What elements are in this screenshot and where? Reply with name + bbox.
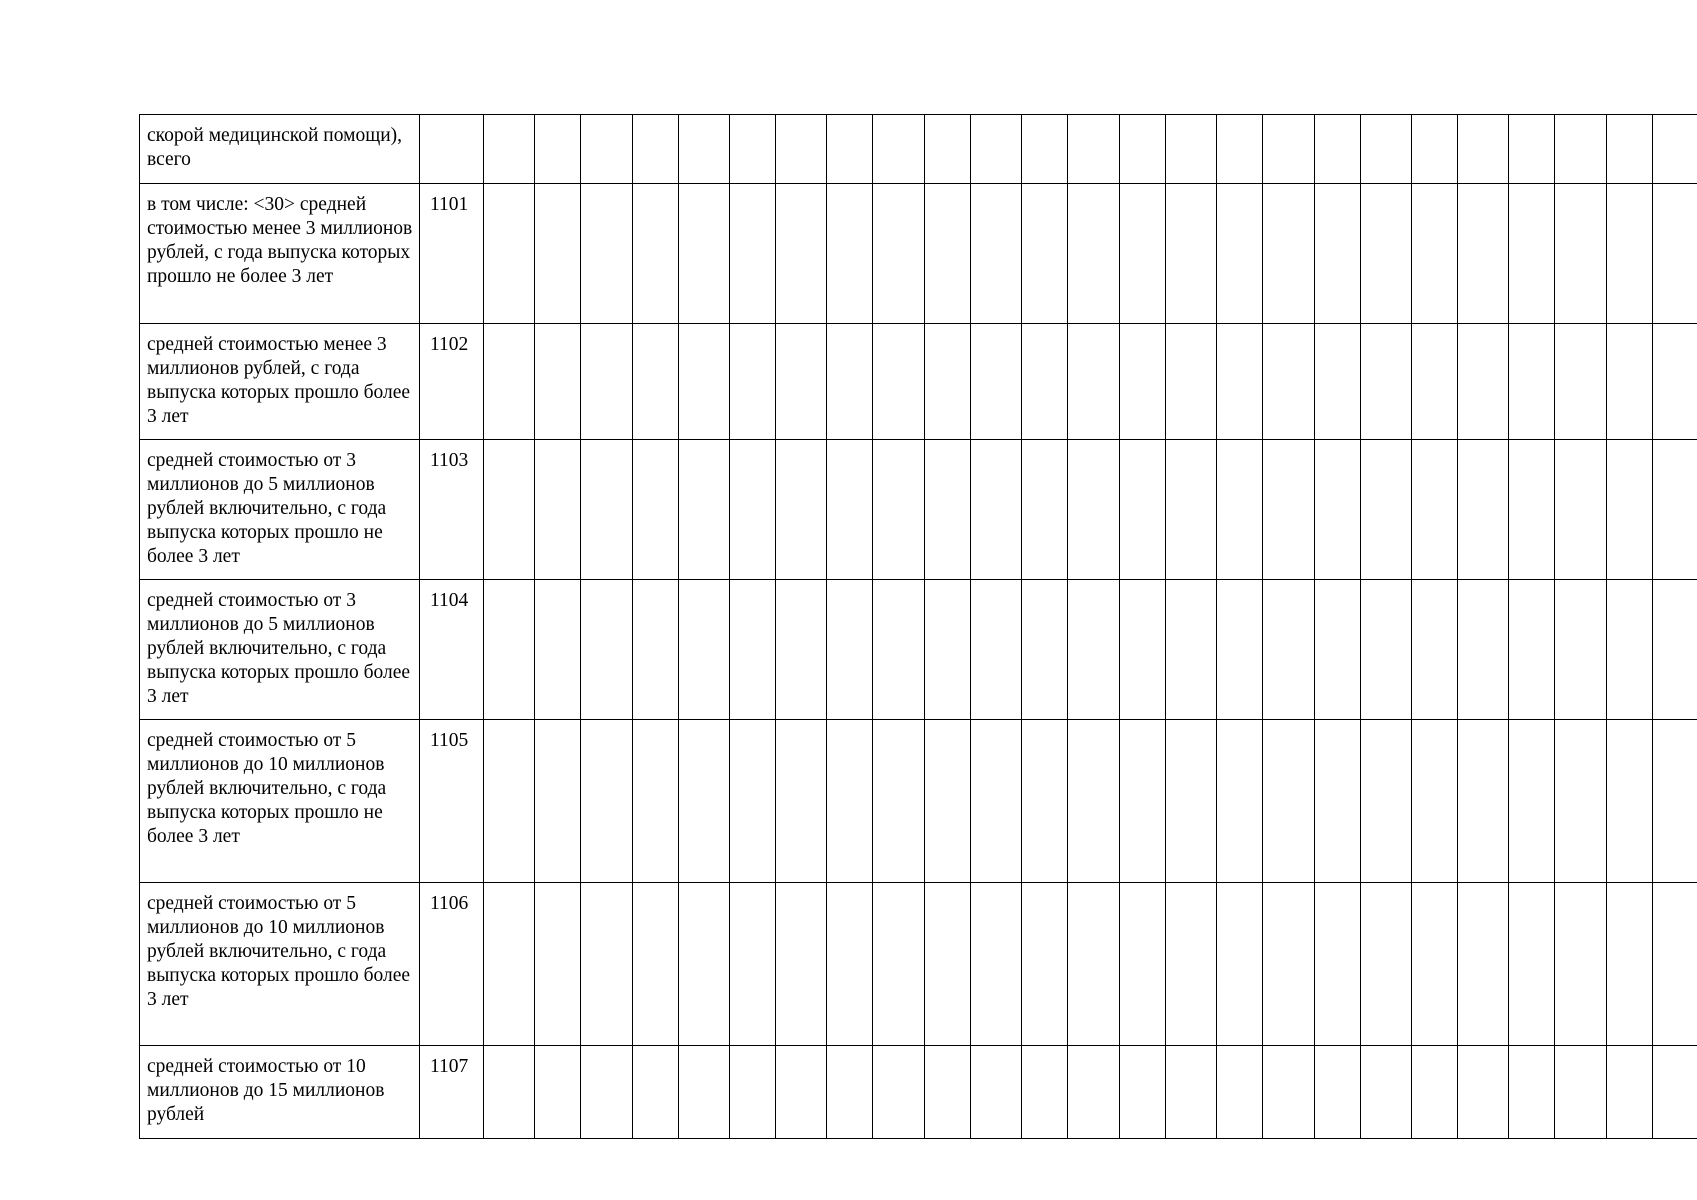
row-description-cell: средней стоимостью от 3 миллионов до 5 миллионов рублей включительно, с года выпуска которых прошло не более 3 лет: [140, 440, 420, 580]
value-cell[interactable]: [1361, 115, 1412, 184]
value-cell[interactable]: [1412, 324, 1458, 440]
value-cell[interactable]: [1315, 440, 1361, 580]
value-cell[interactable]: [1166, 883, 1217, 1046]
value-cell[interactable]: [971, 184, 1022, 324]
table-row: [140, 580, 1697, 720]
value-cell[interactable]: [1068, 720, 1120, 883]
value-cell[interactable]: [971, 324, 1022, 440]
value-cell[interactable]: [1022, 720, 1068, 883]
row-description-cell: скорой медицинской помощи), всего: [140, 115, 420, 184]
value-cell[interactable]: [1361, 720, 1412, 883]
row-code-cell: 1106: [420, 883, 484, 1046]
value-cell[interactable]: [827, 720, 873, 883]
value-cell[interactable]: [1217, 580, 1263, 720]
value-cell[interactable]: [873, 324, 925, 440]
value-cell[interactable]: [1263, 184, 1315, 324]
value-cell[interactable]: [1022, 1046, 1068, 1139]
value-cell[interactable]: [1263, 720, 1315, 883]
value-cell[interactable]: [1068, 440, 1120, 580]
value-cell[interactable]: [925, 184, 971, 324]
value-cell[interactable]: [1458, 440, 1509, 580]
value-cell[interactable]: [1022, 440, 1068, 580]
value-cell[interactable]: [971, 883, 1022, 1046]
value-cell[interactable]: [1166, 324, 1217, 440]
row-description-cell: средней стоимостью от 5 миллионов до 10 миллионов рублей включительно, с года выпуска которых прошло более 3 лет: [140, 883, 420, 1046]
value-cell[interactable]: [1412, 115, 1458, 184]
value-cell[interactable]: [633, 440, 679, 580]
value-cell[interactable]: [1607, 1046, 1653, 1139]
value-cell[interactable]: [679, 580, 730, 720]
value-cell[interactable]: [776, 580, 827, 720]
value-cell[interactable]: [581, 184, 633, 324]
table-row: [140, 324, 1697, 440]
value-cell[interactable]: [535, 883, 581, 1046]
value-cell[interactable]: [679, 184, 730, 324]
value-cell[interactable]: [535, 184, 581, 324]
value-cell[interactable]: [1315, 580, 1361, 720]
statistics-form-table: [139, 114, 1697, 1139]
value-cell[interactable]: [1120, 720, 1166, 883]
value-cell[interactable]: [776, 115, 827, 184]
value-cell[interactable]: [1412, 184, 1458, 324]
value-cell[interactable]: [581, 1046, 633, 1139]
value-cell[interactable]: [827, 883, 873, 1046]
value-cell[interactable]: [1653, 580, 1697, 720]
value-cell[interactable]: [925, 720, 971, 883]
value-cell[interactable]: [1120, 440, 1166, 580]
value-cell[interactable]: [535, 720, 581, 883]
value-cell[interactable]: [484, 1046, 535, 1139]
value-cell[interactable]: [1315, 883, 1361, 1046]
row-code-cell: 1101: [420, 184, 484, 324]
value-cell[interactable]: [484, 324, 535, 440]
value-cell[interactable]: [1555, 1046, 1607, 1139]
value-cell[interactable]: [1607, 883, 1653, 1046]
value-cell[interactable]: [1458, 115, 1509, 184]
value-cell[interactable]: [633, 720, 679, 883]
value-cell[interactable]: [827, 115, 873, 184]
value-cell[interactable]: [484, 883, 535, 1046]
value-cell[interactable]: [1361, 324, 1412, 440]
value-cell[interactable]: [633, 184, 679, 324]
row-description-cell: средней стоимостью от 3 миллионов до 5 миллионов рублей включительно, с года выпуска которых прошло более 3 лет: [140, 580, 420, 720]
value-cell[interactable]: [971, 580, 1022, 720]
value-cell[interactable]: [1361, 580, 1412, 720]
value-cell[interactable]: [1217, 324, 1263, 440]
value-cell[interactable]: [1068, 324, 1120, 440]
value-cell[interactable]: [484, 580, 535, 720]
value-cell[interactable]: [1555, 440, 1607, 580]
value-cell[interactable]: [1361, 1046, 1412, 1139]
value-cell[interactable]: [1412, 580, 1458, 720]
value-cell[interactable]: [1120, 324, 1166, 440]
value-cell[interactable]: [633, 580, 679, 720]
value-cell[interactable]: [581, 440, 633, 580]
value-cell[interactable]: [633, 115, 679, 184]
value-cell[interactable]: [1120, 580, 1166, 720]
row-description-cell: в том числе: <30> средней стоимостью менее 3 миллионов рублей, с года выпуска которых прошло не более 3 лет: [140, 184, 420, 324]
value-cell[interactable]: [730, 580, 776, 720]
value-cell[interactable]: [679, 324, 730, 440]
value-cell[interactable]: [776, 883, 827, 1046]
table-row: [140, 720, 1697, 883]
value-cell[interactable]: [827, 580, 873, 720]
value-cell[interactable]: [1653, 720, 1697, 883]
value-cell[interactable]: [1509, 580, 1555, 720]
value-cell[interactable]: [1022, 184, 1068, 324]
value-cell[interactable]: [1068, 883, 1120, 1046]
row-code-cell: 1105: [420, 720, 484, 883]
value-cell[interactable]: [873, 883, 925, 1046]
value-cell[interactable]: [484, 115, 535, 184]
value-cell[interactable]: [827, 1046, 873, 1139]
value-cell[interactable]: [730, 1046, 776, 1139]
value-cell[interactable]: [1555, 324, 1607, 440]
value-cell[interactable]: [1653, 1046, 1697, 1139]
value-cell[interactable]: [1412, 883, 1458, 1046]
value-cell[interactable]: [535, 1046, 581, 1139]
value-cell[interactable]: [535, 580, 581, 720]
value-cell[interactable]: [1458, 720, 1509, 883]
value-cell[interactable]: [1022, 883, 1068, 1046]
value-cell[interactable]: [1653, 115, 1697, 184]
value-cell[interactable]: [925, 1046, 971, 1139]
table-row: [140, 883, 1697, 1046]
value-cell[interactable]: [1120, 1046, 1166, 1139]
value-cell[interactable]: [1607, 184, 1653, 324]
value-cell[interactable]: [1315, 324, 1361, 440]
value-cell[interactable]: [730, 440, 776, 580]
value-cell[interactable]: [1022, 580, 1068, 720]
value-cell[interactable]: [925, 440, 971, 580]
value-cell[interactable]: [730, 883, 776, 1046]
value-cell[interactable]: [730, 720, 776, 883]
value-cell[interactable]: [1120, 115, 1166, 184]
value-cell[interactable]: [1555, 720, 1607, 883]
value-cell[interactable]: [1509, 115, 1555, 184]
value-cell[interactable]: [1361, 440, 1412, 580]
value-cell[interactable]: [1166, 440, 1217, 580]
value-cell[interactable]: [1263, 1046, 1315, 1139]
row-description-cell: средней стоимостью от 10 миллионов до 15 миллионов рублей: [140, 1046, 420, 1139]
value-cell[interactable]: [1068, 184, 1120, 324]
table-row: [140, 115, 1697, 184]
row-code-cell: 1103: [420, 440, 484, 580]
value-cell[interactable]: [1458, 580, 1509, 720]
value-cell[interactable]: [971, 1046, 1022, 1139]
value-cell[interactable]: [873, 115, 925, 184]
value-cell[interactable]: [1361, 883, 1412, 1046]
value-cell[interactable]: [1217, 440, 1263, 580]
value-cell[interactable]: [633, 1046, 679, 1139]
value-cell[interactable]: [1068, 1046, 1120, 1139]
value-cell[interactable]: [1217, 1046, 1263, 1139]
value-cell[interactable]: [1412, 1046, 1458, 1139]
value-cell[interactable]: [581, 324, 633, 440]
value-cell[interactable]: [1263, 440, 1315, 580]
value-cell[interactable]: [873, 184, 925, 324]
value-cell[interactable]: [581, 720, 633, 883]
value-cell[interactable]: [1458, 883, 1509, 1046]
value-cell[interactable]: [1607, 115, 1653, 184]
value-cell[interactable]: [1166, 115, 1217, 184]
value-cell[interactable]: [971, 440, 1022, 580]
value-cell[interactable]: [1263, 115, 1315, 184]
value-cell[interactable]: [873, 440, 925, 580]
value-cell[interactable]: [1509, 184, 1555, 324]
value-cell[interactable]: [776, 324, 827, 440]
value-cell[interactable]: [1120, 184, 1166, 324]
value-cell[interactable]: [776, 440, 827, 580]
value-cell[interactable]: [1653, 324, 1697, 440]
value-cell[interactable]: [1361, 184, 1412, 324]
value-cell[interactable]: [873, 1046, 925, 1139]
value-cell[interactable]: [925, 883, 971, 1046]
value-cell[interactable]: [679, 1046, 730, 1139]
value-cell[interactable]: [1217, 720, 1263, 883]
value-cell[interactable]: [1555, 115, 1607, 184]
value-cell[interactable]: [776, 720, 827, 883]
value-cell[interactable]: [730, 184, 776, 324]
value-cell[interactable]: [1653, 883, 1697, 1046]
value-cell[interactable]: [1315, 720, 1361, 883]
value-cell[interactable]: [1412, 440, 1458, 580]
value-cell[interactable]: [1509, 440, 1555, 580]
row-code-cell: 1104: [420, 580, 484, 720]
value-cell[interactable]: [971, 720, 1022, 883]
value-cell[interactable]: [971, 115, 1022, 184]
value-cell[interactable]: [827, 440, 873, 580]
value-cell[interactable]: [776, 184, 827, 324]
value-cell[interactable]: [1555, 580, 1607, 720]
value-cell[interactable]: [679, 883, 730, 1046]
value-cell[interactable]: [1022, 115, 1068, 184]
value-cell[interactable]: [1653, 440, 1697, 580]
value-cell[interactable]: [1412, 720, 1458, 883]
value-cell[interactable]: [1509, 324, 1555, 440]
value-cell[interactable]: [1458, 324, 1509, 440]
value-cell[interactable]: [1509, 1046, 1555, 1139]
value-cell[interactable]: [1166, 580, 1217, 720]
value-cell[interactable]: [535, 115, 581, 184]
row-description-cell: средней стоимостью менее 3 миллионов рублей, с года выпуска которых прошло более 3 лет: [140, 324, 420, 440]
value-cell[interactable]: [1263, 883, 1315, 1046]
value-cell[interactable]: [1166, 720, 1217, 883]
value-cell[interactable]: [484, 720, 535, 883]
value-cell[interactable]: [1458, 184, 1509, 324]
value-cell[interactable]: [535, 324, 581, 440]
value-cell[interactable]: [925, 580, 971, 720]
value-cell[interactable]: [633, 324, 679, 440]
value-cell[interactable]: [1263, 580, 1315, 720]
value-cell[interactable]: [484, 184, 535, 324]
row-description-cell: средней стоимостью от 5 миллионов до 10 миллионов рублей включительно, с года выпуска которых прошло не более 3 лет: [140, 720, 420, 883]
value-cell[interactable]: [679, 440, 730, 580]
value-cell[interactable]: [484, 440, 535, 580]
value-cell[interactable]: [925, 324, 971, 440]
value-cell[interactable]: [1315, 115, 1361, 184]
value-cell[interactable]: [633, 883, 679, 1046]
value-cell[interactable]: [1166, 184, 1217, 324]
value-cell[interactable]: [535, 440, 581, 580]
table-row: [140, 184, 1697, 324]
value-cell[interactable]: [1217, 883, 1263, 1046]
value-cell[interactable]: [1217, 115, 1263, 184]
value-cell[interactable]: [1217, 184, 1263, 324]
row-code-cell: 1102: [420, 324, 484, 440]
value-cell[interactable]: [1263, 324, 1315, 440]
value-cell[interactable]: [925, 115, 971, 184]
value-cell[interactable]: [581, 115, 633, 184]
value-cell[interactable]: [1068, 115, 1120, 184]
value-cell[interactable]: [1120, 883, 1166, 1046]
value-cell[interactable]: [1607, 440, 1653, 580]
table-body: [140, 115, 1697, 1139]
value-cell[interactable]: [730, 324, 776, 440]
value-cell[interactable]: [827, 324, 873, 440]
value-cell[interactable]: [873, 580, 925, 720]
value-cell[interactable]: [1607, 580, 1653, 720]
value-cell[interactable]: [1607, 720, 1653, 883]
value-cell[interactable]: [1555, 184, 1607, 324]
value-cell[interactable]: [1458, 1046, 1509, 1139]
row-code-cell: [420, 115, 484, 184]
value-cell[interactable]: [581, 883, 633, 1046]
value-cell[interactable]: [827, 184, 873, 324]
table-row: [140, 440, 1697, 580]
value-cell[interactable]: [581, 580, 633, 720]
value-cell[interactable]: [679, 720, 730, 883]
value-cell[interactable]: [679, 115, 730, 184]
value-cell[interactable]: [1022, 324, 1068, 440]
value-cell[interactable]: [1068, 580, 1120, 720]
value-cell[interactable]: [873, 720, 925, 883]
value-cell[interactable]: [1315, 1046, 1361, 1139]
value-cell[interactable]: [1315, 184, 1361, 324]
value-cell[interactable]: [1509, 883, 1555, 1046]
value-cell[interactable]: [1166, 1046, 1217, 1139]
value-cell[interactable]: [1607, 324, 1653, 440]
value-cell[interactable]: [1555, 883, 1607, 1046]
row-code-cell: 1107: [420, 1046, 484, 1139]
value-cell[interactable]: [730, 115, 776, 184]
value-cell[interactable]: [776, 1046, 827, 1139]
table-row: [140, 1046, 1697, 1139]
value-cell[interactable]: [1509, 720, 1555, 883]
value-cell[interactable]: [1653, 184, 1697, 324]
